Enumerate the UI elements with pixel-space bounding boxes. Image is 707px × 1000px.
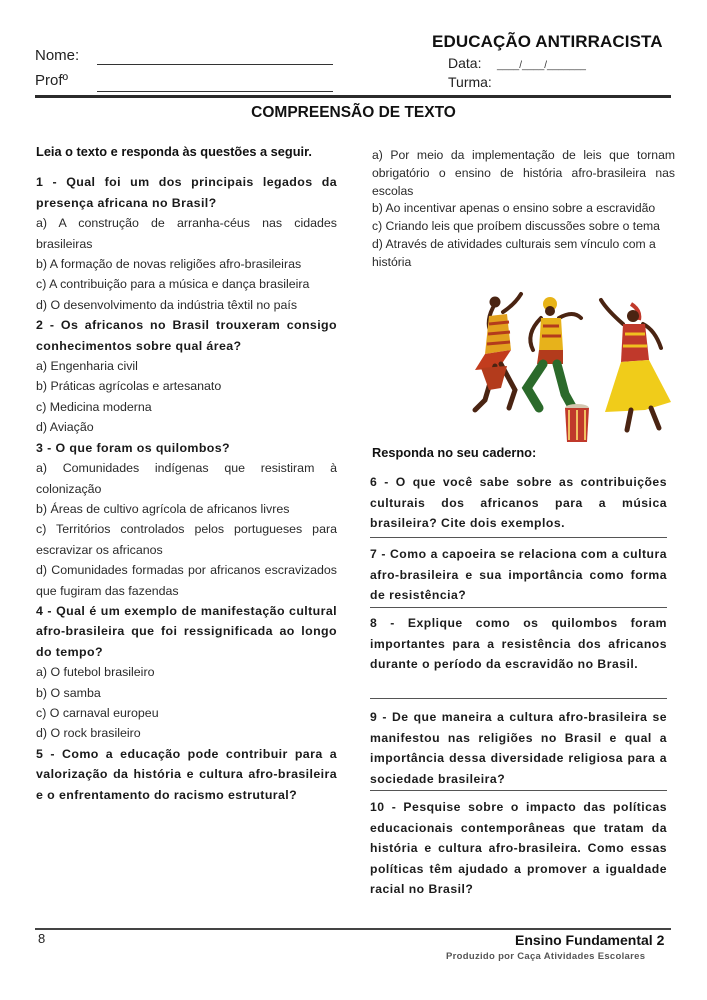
q3-option-d: d) Comunidades formadas por africanos escravizados que fugiram das fazendas <box>36 563 337 598</box>
answer-instruction: Responda no seu caderno: <box>372 445 537 460</box>
question-10: 10 - Pesquise sobre o impacto das políticas educacionais contemporâneas que tratam da história e cultura afro-brasileira. Como essas políticas têm ajudado a promover a igualdade racial no Brasil? <box>370 800 667 897</box>
question-2: 2 - Os africanos no Brasil trouxeram consigo conhecimentos sobre qual área? <box>36 318 337 353</box>
name-field-line[interactable] <box>97 64 333 65</box>
question-5: 5 - Como a educação pode contribuir para a valorização da história e cultura afro-brasileira e o enfrentamento do racismo estrutural? <box>36 746 337 802</box>
q5-option-d: d) Através de atividades culturais sem vínculo com a história <box>372 236 656 269</box>
q1-option-b: b) A formação de novas religiões afro-brasileiras <box>36 257 302 272</box>
section-title: COMPREENSÃO DE TEXTO <box>251 104 456 121</box>
footer-divider <box>35 928 671 930</box>
q1-option-c: c) A contribuição para a música e dança brasileira <box>36 277 310 292</box>
question-7: 7 - Como a capoeira se relaciona com a cultura afro-brasileira e sua importância como forma de resistência? <box>370 547 667 603</box>
question-1: 1 - Qual foi um dos principais legados da presença africana no Brasil? <box>36 175 337 210</box>
q2-option-c: c) Medicina moderna <box>36 399 152 414</box>
question-4: 4 - Qual é um exemplo de manifestação cultural afro-brasileira que foi ressignificada ao longo do tempo? <box>36 603 337 659</box>
q4-option-d: d) O rock brasileiro <box>36 726 141 741</box>
instruction-text: Leia o texto e responda às questões a seguir. <box>36 144 312 159</box>
q4-option-a: a) O futebol brasileiro <box>36 665 155 680</box>
date-label: Data: <box>448 55 482 71</box>
dancer-right-figure <box>601 300 671 430</box>
teacher-label: Profº <box>35 72 68 89</box>
school-level: Ensino Fundamental 2 <box>515 932 665 948</box>
producer-credit: Produzido por Caça Atividades Escolares <box>446 951 646 962</box>
q2-option-b: b) Práticas agrícolas e artesanato <box>36 379 222 394</box>
q1-option-a: a) A construção de arranha-céus nas cidades brasileiras <box>36 216 337 251</box>
date-field-blanks[interactable]: ____/____/_______ <box>497 60 586 71</box>
afro-brazilian-dancers-illustration <box>455 290 680 445</box>
teacher-field-line[interactable] <box>97 91 333 92</box>
question-9: 9 - De que maneira a cultura afro-brasileira se manifestou nas religiões no Brasil e qual a importância dessa diversidade religiosa para a sociedade brasileira? <box>370 710 667 786</box>
name-label: Nome: <box>35 47 80 64</box>
q5-option-a: a) Por meio da implementação de leis que tornam obrigatório o ensino de história afro-brasileira nas escolas <box>372 148 675 198</box>
answer-line-6[interactable] <box>370 537 667 538</box>
q5-options-block <box>372 147 675 272</box>
answer-line-7[interactable] <box>370 607 667 608</box>
left-column <box>36 142 337 805</box>
q1-option-d: d) O desenvolvimento da indústria têxtil no país <box>36 297 298 312</box>
answer-line-8[interactable] <box>370 698 667 699</box>
question-8: 8 - Explique como os quilombos foram importantes para a resistência dos africanos durante o período da escravidão no Brasil. <box>370 616 667 672</box>
q2-option-a: a) Engenharia civil <box>36 359 138 374</box>
q3-option-b: b) Áreas de cultivo agrícola de africanos livres <box>36 501 290 516</box>
worksheet-brand-title: EDUCAÇÃO ANTIRRACISTA <box>432 32 663 51</box>
drum-figure <box>565 404 589 442</box>
q3-option-c: c) Territórios controlados pelos portugueses para escravizar os africanos <box>36 522 337 557</box>
dancer-left-figure <box>475 294 521 410</box>
q5-option-c: c) Criando leis que proíbem discussões sobre o tema <box>372 219 660 234</box>
answer-line-9[interactable] <box>370 790 667 791</box>
class-label: Turma: <box>448 74 492 90</box>
q5-option-b: b) Ao incentivar apenas o ensino sobre a escravidão <box>372 201 656 216</box>
dancer-middle-figure <box>527 297 581 412</box>
page-number: 8 <box>38 931 46 946</box>
question-6: 6 - O que você sabe sobre as contribuições culturais dos africanos para a música brasileira? Cite dois exemplos. <box>370 475 667 531</box>
question-3: 3 - O que foram os quilombos? <box>36 440 231 455</box>
q4-option-b: b) O samba <box>36 685 101 700</box>
q3-option-a: a) Comunidades indígenas que resistiram à colonização <box>36 461 337 496</box>
header-divider <box>35 95 671 98</box>
q4-option-c: c) O carnaval europeu <box>36 705 159 720</box>
q2-option-d: d) Aviação <box>36 420 94 435</box>
